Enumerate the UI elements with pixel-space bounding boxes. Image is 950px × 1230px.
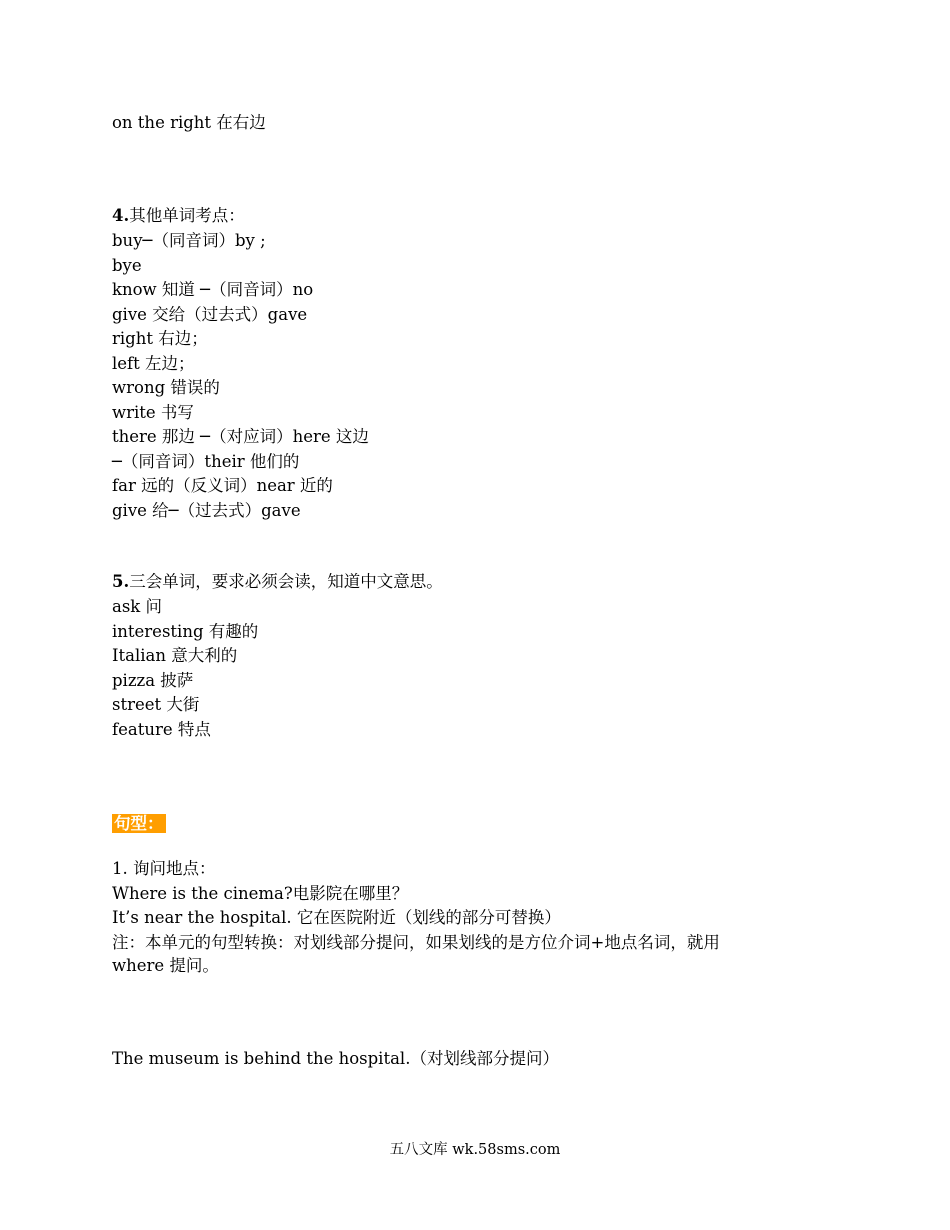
section4-number: 4. <box>112 206 130 225</box>
section5-item: pizza 披萨 <box>112 671 194 690</box>
pattern-note-line1: 注：本单元的句型转换：对划线部分提问，如果划线的是方位介词+地点名词，就用 <box>112 933 720 952</box>
section4-item: ─（同音词）their 他们的 <box>112 452 300 471</box>
patterns-heading-highlight: 句型： <box>114 814 164 833</box>
section5-item: interesting 有趣的 <box>112 622 259 641</box>
exercise-sentence: The museum is behind the hospital.（对划线部分提问） <box>112 1049 559 1068</box>
top-line: on the right 在右边 <box>112 113 266 132</box>
section5-heading <box>112 570 443 594</box>
section4-item: know 知道 ─（同音词）no <box>112 280 314 299</box>
section4-item: write 书写 <box>112 403 194 422</box>
section4-item: there 那边 ─（对应词）here 这边 <box>112 427 369 446</box>
section4-item: left 左边； <box>112 354 195 373</box>
section5-item: street 大街 <box>112 695 200 714</box>
section5-item: feature 特点 <box>112 720 211 739</box>
page-footer: 五八文库 wk.58sms.com <box>389 1142 561 1158</box>
pattern1-answer: It’s near the hospital. 它在医院附近（划线的部分可替换） <box>112 908 561 927</box>
section4-title: 其他单词考点： <box>129 206 245 225</box>
pattern-note-line2: where 提问。 <box>112 956 219 975</box>
section4-item: give 交给（过去式）gave <box>112 305 308 324</box>
section5-item: Italian 意大利的 <box>112 646 238 665</box>
section4-heading <box>112 204 245 228</box>
patterns-heading <box>112 812 166 836</box>
section5-number: 5. <box>112 572 130 591</box>
pattern1-title: 1. 询问地点： <box>112 859 216 878</box>
section5-item: ask 问 <box>112 597 163 616</box>
section5-title: 三会单词，要求必须会读，知道中文意思。 <box>129 572 443 591</box>
section4-item: give 给─（过去式）gave <box>112 501 301 520</box>
section4-item: far 远的（反义词）near 近的 <box>112 476 333 495</box>
section4-item: buy─（同音词）by ; <box>112 231 266 250</box>
section4-item: right 右边； <box>112 329 208 348</box>
pattern1-question: Where is the cinema?电影院在哪里？ <box>112 884 409 903</box>
section4-item: bye <box>112 256 142 275</box>
section4-item: wrong 错误的 <box>112 378 220 397</box>
